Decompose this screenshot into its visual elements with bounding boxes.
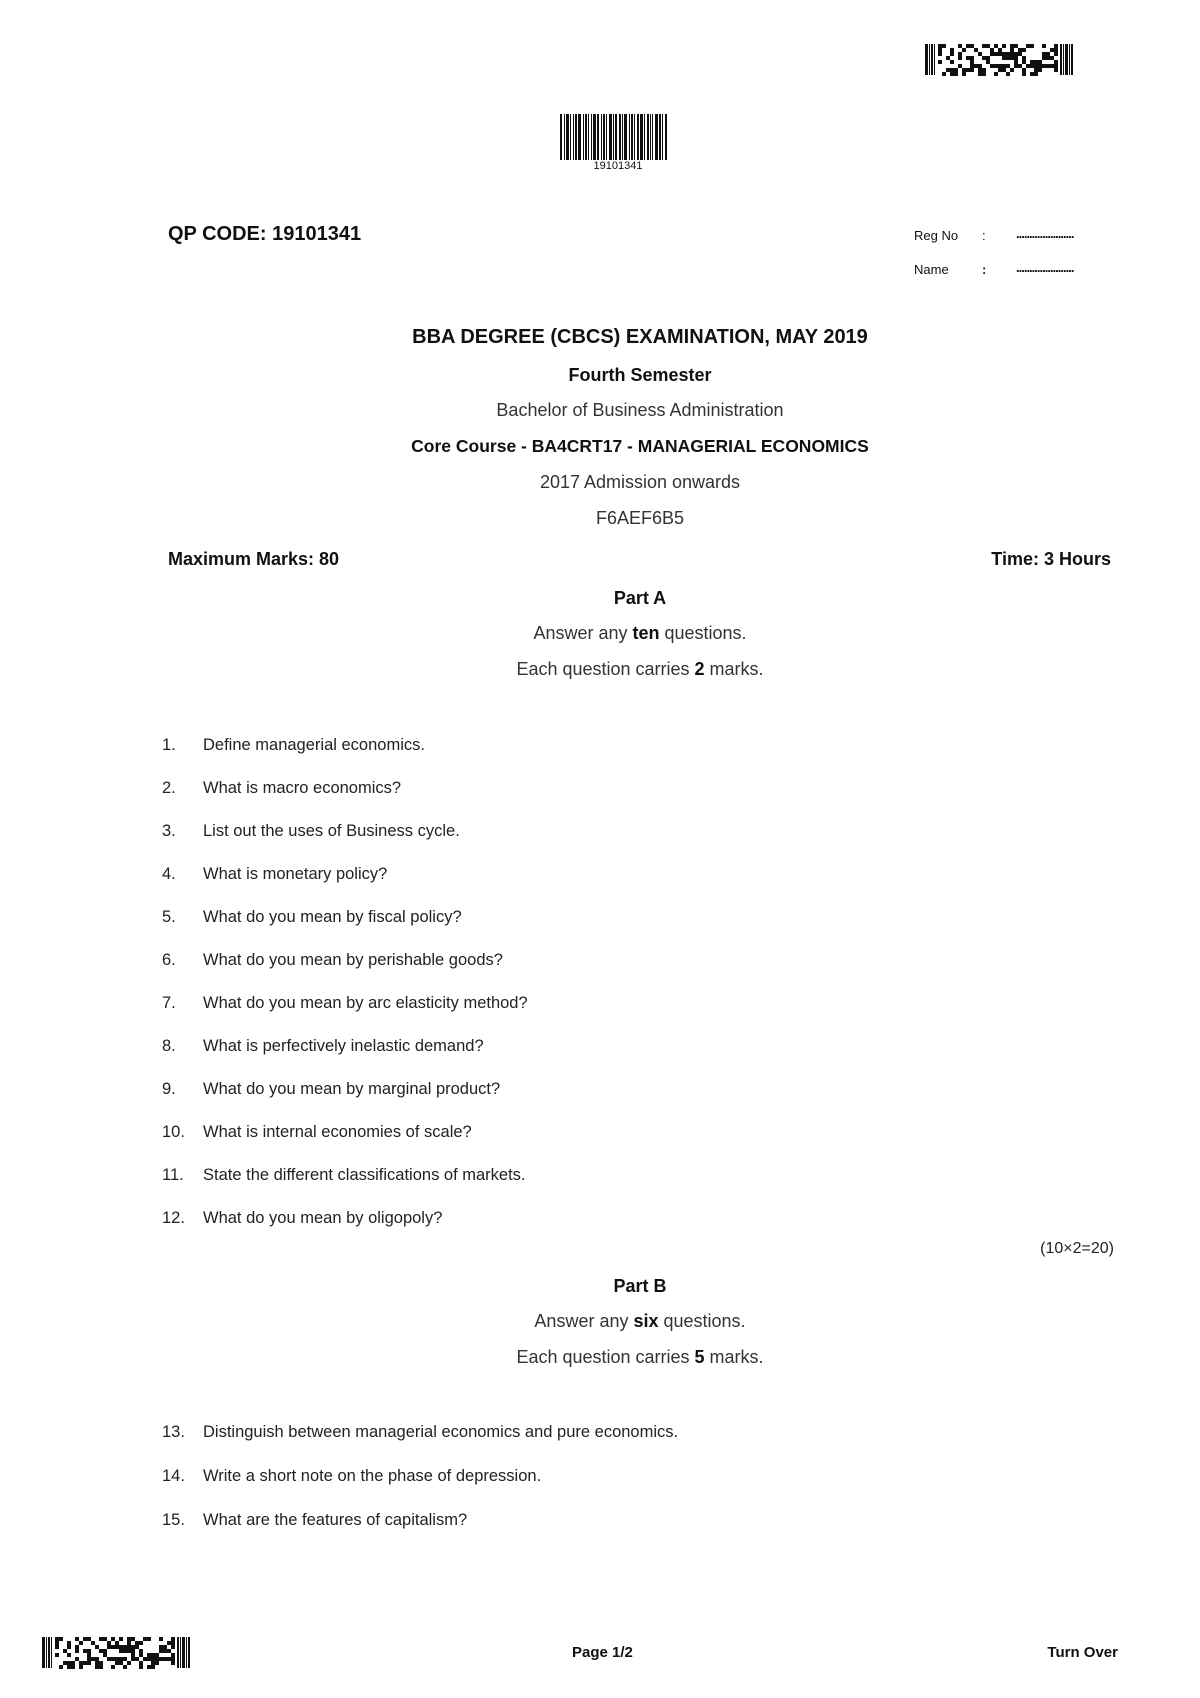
- part-a-marks-value: 2: [694, 659, 705, 679]
- name-colon: :: [982, 262, 987, 277]
- part-b-instruction-pre: Answer any: [534, 1311, 634, 1331]
- qp-code: QP CODE: 19101341: [168, 223, 362, 245]
- question: 5. What do you mean by fiscal policy?: [162, 908, 462, 926]
- admission: 2017 Admission onwards: [539, 472, 741, 492]
- paper-code: F6AEF6B5: [595, 508, 685, 528]
- part-a-instruction-count: ten: [632, 623, 660, 643]
- question: 7. What do you mean by arc elasticity method?: [162, 994, 528, 1012]
- part-a-title: Part A: [613, 588, 667, 608]
- part-b-marks-pre: Each question carries: [516, 1347, 695, 1367]
- part-a-total: (10×2=20): [1040, 1240, 1114, 1257]
- name-label: Name: [914, 262, 949, 277]
- part-a-instruction-post: questions.: [659, 623, 747, 643]
- document-barcode-bottom: [42, 1637, 191, 1668]
- reg-no-label: Reg No: [914, 228, 959, 243]
- part-b-marks-post: marks.: [704, 1347, 764, 1367]
- question: 9. What do you mean by marginal product?: [162, 1080, 501, 1098]
- reg-no-field[interactable]: ......................: [1016, 226, 1074, 241]
- question: 14. Write a short note on the phase of depression.: [162, 1467, 542, 1485]
- part-b-instruction-post: questions.: [658, 1311, 746, 1331]
- question: 11. State the different classifications of markets.: [162, 1166, 526, 1184]
- reg-no-colon: :: [982, 228, 986, 243]
- question: 3. List out the uses of Business cycle.: [162, 822, 460, 840]
- part-b-marks-note: [0, 1347, 1200, 1368]
- semester: Fourth Semester: [568, 365, 712, 385]
- part-b-title: Part B: [613, 1276, 667, 1296]
- question: 15. What are the features of capitalism?: [162, 1511, 468, 1529]
- part-a-instruction-pre: Answer any: [533, 623, 633, 643]
- exam-title: BBA DEGREE (CBCS) EXAMINATION, MAY 2019: [412, 326, 868, 348]
- document-barcode-top: [925, 44, 1074, 75]
- page-number: Page 1/2: [572, 1644, 633, 1661]
- part-b-instruction-count: six: [633, 1311, 659, 1331]
- part-b-marks-value: 5: [694, 1347, 705, 1367]
- question: 6. What do you mean by perishable goods?: [162, 951, 503, 969]
- question: 12. What do you mean by oligopoly?: [162, 1209, 443, 1227]
- question: 10. What is internal economies of scale?: [162, 1123, 472, 1141]
- time: Time: 3 Hours: [991, 549, 1111, 569]
- course: Core Course - BA4CRT17 - MANAGERIAL ECONOMICS: [411, 436, 869, 456]
- part-a-marks-pre: Each question carries: [516, 659, 695, 679]
- qp-barcode: [560, 114, 668, 160]
- name-field[interactable]: ......................: [1016, 260, 1074, 275]
- program: Bachelor of Business Administration: [496, 400, 784, 420]
- question: 1. Define managerial economics.: [162, 736, 425, 754]
- part-a-marks-note: [0, 659, 1200, 680]
- question: 2. What is macro economics?: [162, 779, 402, 797]
- question: 4. What is monetary policy?: [162, 865, 388, 883]
- question: 8. What is perfectively inelastic demand?: [162, 1037, 484, 1055]
- question: 13. Distinguish between managerial economics and pure economics.: [162, 1423, 679, 1441]
- barcode-number: 19101341: [593, 160, 643, 172]
- part-a-marks-post: marks.: [704, 659, 764, 679]
- turn-over: Turn Over: [1047, 1644, 1118, 1661]
- part-a-instruction: [0, 623, 1200, 644]
- maximum-marks: Maximum Marks: 80: [168, 549, 340, 569]
- part-b-instruction: [0, 1311, 1200, 1332]
